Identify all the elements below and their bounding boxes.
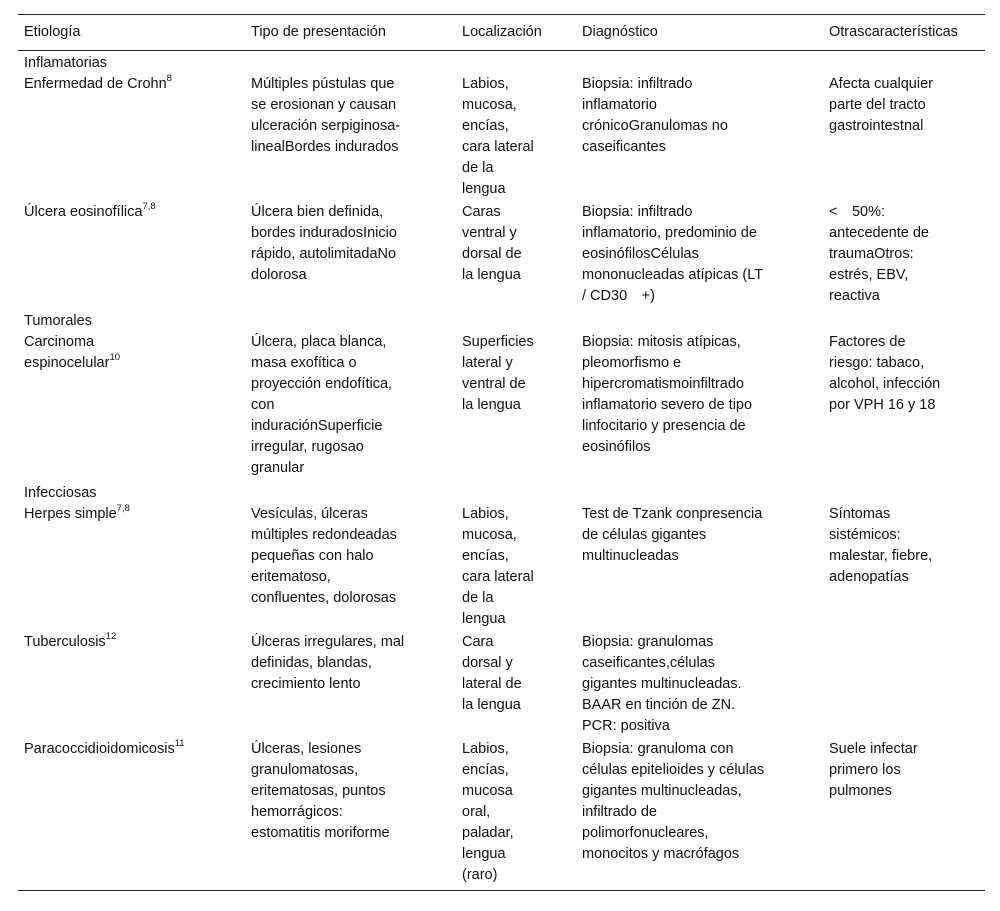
- other-features-cell: Síntomas sistémicos: malestar, fiebre, adenopatías: [829, 506, 933, 585]
- table-row: [18, 332, 985, 481]
- other-features-cell: Afecta cualquier parte del tracto gastrointestnal: [829, 76, 933, 134]
- section-row: [18, 481, 985, 504]
- empty-cell: [823, 309, 985, 332]
- empty-cell: [576, 481, 823, 504]
- presentation-cell: Úlceras irregulares, mal definidas, blandas, crecimiento lento: [251, 634, 405, 692]
- empty-cell: [576, 51, 823, 75]
- empty-cell: [245, 309, 456, 332]
- empty-cell: [456, 309, 576, 332]
- empty-cell: [245, 51, 456, 75]
- diagnosis-cell: Biopsia: mitosis atípicas, pleomorfismo e hipercromatismoinfiltrado inflamatorio severo de tipo linfocitario y presencia de eosinófilos: [582, 334, 753, 455]
- presentation-cell: Vesículas, úlceras múltiples redondeadas pequeñas con halo eritematoso, confluentes, dolorosas: [251, 506, 397, 606]
- other-features-cell: Suele infectar primero los pulmones: [823, 739, 985, 891]
- empty-cell: [576, 309, 823, 332]
- reference-superscript: 11: [174, 738, 185, 750]
- header-otras-caracteristicas: Otrascaracterísticas: [823, 15, 985, 51]
- etiology-cell: Tuberculosis$^{12}$: [24, 631, 117, 650]
- empty-cell: [823, 51, 985, 75]
- header-diagnostico: Diagnóstico: [576, 15, 823, 51]
- table-row: [18, 202, 985, 309]
- diagnosis-cell: Biopsia: granuloma con células epitelioides y células gigantes multinucleadas, infiltrado de polimorfonucleares, monocitos y macrófagos: [576, 739, 823, 891]
- etiology-cell: Carcinoma espinocelular$^{10}$: [24, 334, 121, 371]
- presentation-cell: Úlcera, placa blanca, masa exofítica o proyección endofítica, con induraciónSuperficie irregular, rugosao granular: [251, 334, 393, 476]
- etiology-cell: Enfermedad de Crohn$^8$: [24, 73, 172, 92]
- diagnosis-cell: Test de Tzank conpresencia de células gigantes multinucleadas: [582, 506, 763, 564]
- reference-superscript: 7,8: [142, 201, 156, 213]
- location-cell: Caras ventral y dorsal de la lengua: [462, 204, 522, 283]
- reference-superscript: 10: [109, 352, 121, 364]
- etiology-cell: Paracoccidioidomicosis$^{11}$: [18, 739, 245, 891]
- header-localizacion: Localización: [456, 15, 576, 51]
- etiology-cell: Herpes simple$^{7,8}$: [24, 503, 130, 522]
- location-cell: Labios, mucosa, encías, cara lateral de la lengua: [462, 76, 534, 197]
- header-etiologia: Etiología: [18, 15, 245, 51]
- section-title: Infecciosas: [24, 485, 97, 501]
- empty-cell: [245, 481, 456, 504]
- table-row: [18, 739, 985, 891]
- section-row: [18, 309, 985, 332]
- location-cell: Labios, mucosa, encías, cara lateral de la lengua: [462, 506, 534, 627]
- section-title: Tumorales: [24, 313, 92, 329]
- location-cell: Cara dorsal y lateral de la lengua: [462, 634, 522, 713]
- reference-superscript: 8: [166, 73, 172, 85]
- differential-diagnosis-table: [18, 14, 985, 891]
- diagnosis-cell: Biopsia: infiltrado inflamatorio, predominio de eosinófilosCélulas mononucleadas atípicas (LT / CD30 +): [582, 204, 764, 304]
- empty-cell: [456, 481, 576, 504]
- reference-superscript: 7,8: [116, 503, 130, 515]
- table-header-row: [18, 15, 985, 51]
- location-cell: Labios, encías, mucosa oral, paladar, lengua (raro): [456, 739, 576, 891]
- table-body: [18, 51, 985, 891]
- section-row: [18, 51, 985, 75]
- diagnosis-cell: Biopsia: infiltrado inflamatorio crónicoGranulomas no caseificantes: [582, 76, 728, 155]
- location-cell: Superficies lateral y ventral de la lengua: [462, 334, 534, 413]
- presentation-cell: Úlcera bien definida, bordes induradosInicio rápido, autolimitadaNo dolorosa: [251, 204, 397, 283]
- empty-cell: [456, 51, 576, 75]
- other-features-cell: Factores de riesgo: tabaco, alcohol, infección por VPH 16 y 18: [829, 334, 941, 413]
- table-row: [18, 632, 985, 739]
- presentation-cell: Úlceras, lesiones granulomatosas, eritematosas, puntos hemorrágicos: estomatitis moriforme: [245, 739, 456, 891]
- table-row: [18, 504, 985, 632]
- reference-superscript: 12: [105, 631, 117, 643]
- presentation-cell: Múltiples pústulas que se erosionan y causan ulceración serpiginosa- linealBordes indurados: [251, 76, 401, 155]
- header-tipo-presentacion: Tipo de presentación: [245, 15, 456, 51]
- empty-cell: [823, 481, 985, 504]
- table-row: [18, 74, 985, 202]
- other-features-cell: < 50%: antecedente de traumaOtros: estrés, EBV, reactiva: [829, 204, 929, 304]
- diagnosis-cell: Biopsia: granulomas caseificantes,células gigantes multinucleadas. BAAR en tinción de ZN. PCR: positiva: [582, 634, 742, 734]
- section-title: Inflamatorias: [24, 55, 108, 71]
- other-features-cell: [823, 632, 985, 739]
- etiology-cell: Úlcera eosinofílica$^{7,8}$: [24, 201, 156, 220]
